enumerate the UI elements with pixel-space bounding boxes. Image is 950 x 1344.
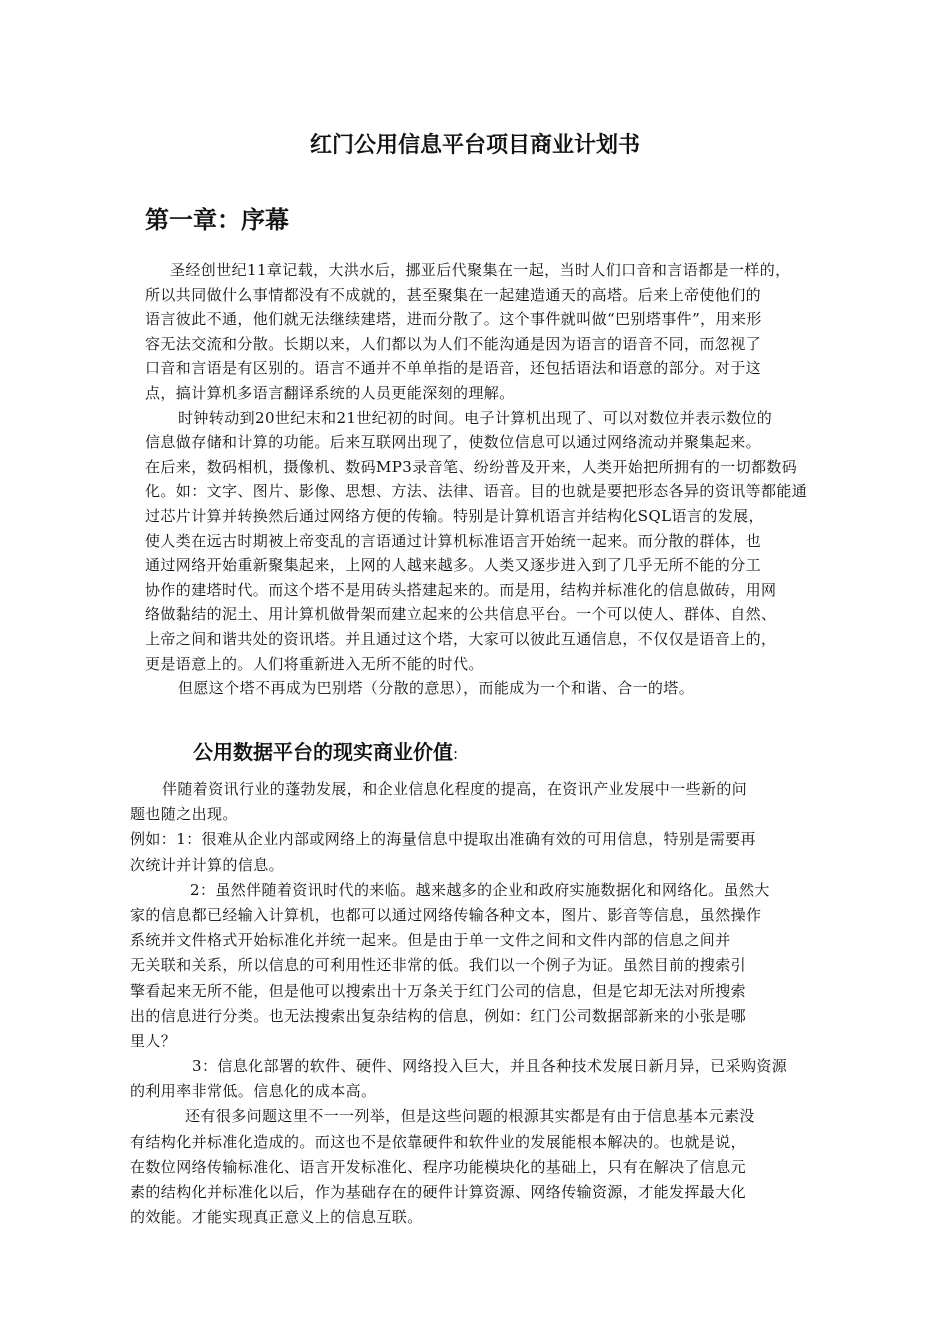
paragraph-line: 的效能。才能实现真正意义上的信息互联。 [130,1208,423,1227]
paragraph-line: 协作的建塔时代。而这个塔不是用砖头搭建起来的。而是用，结构并标准化的信息做砖，用网 [145,580,777,599]
paragraph-line: 圣经创世纪11章记载，大洪水后，挪亚后代聚集在一起，当时人们口音和言语都是一样的， [170,261,791,279]
section-heading-text: 公用数据平台的现实商业价值 [193,740,453,764]
chapter-body [145,258,825,701]
paragraph-line: 信息做存储和计算的功能。后来互联网出现了，使数位信息可以通过网络流动并聚集起来。 [145,433,762,452]
paragraph-line: 2：虽然伴随着资讯时代的来临。越来越多的企业和政府实施数据化和网络化。虽然大 [190,880,770,899]
paragraph-line: 的利用率非常低。信息化的成本高。 [130,1082,377,1101]
paragraph-line: 更是语意上的。人们将重新进入无所不能的时代。 [145,654,484,673]
section-body [130,777,810,1230]
paragraph [130,1054,810,1104]
paragraph-line: 使人类在远古时期被上帝变乱的言语通过计算机标准语言开始统一起来。而分散的群体，也 [145,531,762,550]
paragraph-line: 所以共同做什么事情都没有不成就的，甚至聚集在一起建造通天的高塔。后来上帝使他们的 [145,285,762,304]
paragraph-line: 但愿这个塔不再成为巴别塔（分散的意思），而能成为一个和谐、合一的塔。 [178,679,695,698]
paragraph-line: 有结构化并标准化造成的。而这也不是依靠硬件和软件业的发展能根本解决的。也就是说， [130,1132,747,1151]
document-title: 红门公用信息平台项目商业计划书 [309,133,640,158]
paragraph-line: 在后来，数码相机，摄像机、数码MP3录音笔、纷纷普及开来，人类开始把所拥有的一切都数码 [145,457,798,476]
paragraph-line: 次统计并计算的信息。 [130,855,285,874]
paragraph [145,676,825,701]
paragraph-line: 无关联和关系，所以信息的可利用性还非常的低。我们以一个例子为证。虽然目前的搜索引 [130,956,747,975]
paragraph-line: 通过网络开始重新聚集起来，上网的人越来越多。人类又逐步进入到了几乎无所不能的分工 [145,556,762,575]
paragraph-line: 还有很多问题这里不一一列举，但是这些问题的根源其实都是有由于信息基本元素没 [185,1107,755,1126]
paragraph-line: 出的信息进行分类。也无法搜索出复杂结构的信息，例如：红门公司数据部新来的小张是哪 [130,1006,747,1025]
paragraph-line: 语言彼此不通，他们就无法继续建塔，进而分散了。这个事件就叫做“巴别塔事件”，用来形 [145,310,762,329]
section-heading-colon: : [453,745,459,763]
paragraph-line: 在数位网络传输标准化、语言开发标准化、程序功能模块化的基础上，只有在解决了信息元 [130,1157,747,1176]
paragraph-line: 3：信息化部署的软件、硬件、网络投入巨大，并且各种技术发展日新月异，已采购资源 [192,1057,788,1076]
paragraph-line: 家的信息都已经输入计算机，也都可以通过网络传输各种文本，图片、影音等信息，虽然操作 [130,905,762,924]
paragraph-line: 点，搞计算机多语言翻译系统的人员更能深刻的理解。 [145,383,515,402]
paragraph-line: 系统并文件格式开始标准化并统一起来。但是由于单一文件之间和文件内部的信息之间并 [130,931,731,950]
paragraph-line: 里人？ [130,1031,177,1050]
paragraph [130,1104,810,1230]
paragraph [145,406,825,677]
paragraph-line: 时钟转动到20世纪末和21世纪初的时间。电子计算机出现了、可以对数位并表示数位的 [178,408,773,427]
paragraph [130,777,810,827]
paragraph-line: 络做黏结的泥土、用计算机做骨架而建立起来的公共信息平台。一个可以使人、群体、自然、 [145,605,777,624]
paragraph [145,258,825,406]
paragraph-line: 例如：1：很难从企业内部或网络上的海量信息中提取出准确有效的可用信息，特别是需要再 [130,830,756,849]
paragraph-line: 上帝之间和谐共处的资讯塔。并且通过这个塔，大家可以彼此互通信息，不仅仅是语音上的， [145,629,777,648]
paragraph-line: 素的结构化并标准化以后，作为基础存在的硬件计算资源、网络传输资源，才能发挥最大化 [130,1183,747,1201]
paragraph-line: 化。如：文字、图片、影像、思想、方法、法律、语音。目的也就是要把形态各异的资讯等都能通 [145,482,808,501]
paragraph-line: 伴随着资讯行业的蓬勃发展，和企业信息化程度的提高，在资讯产业发展中一些新的问 [162,780,748,798]
paragraph-line: 口音和言语是有区别的。语言不通并不单单指的是语音，还包括语法和语意的部分。对于这 [145,359,762,378]
paragraph [130,878,810,1054]
paragraph-line: 擎看起来无所不能，但是他可以搜索出十万条关于红门公司的信息，但是它却无法对所搜索 [130,981,747,1000]
section-heading [193,736,458,765]
paragraph-line: 题也随之出现。 [130,805,238,824]
paragraph-line: 过芯片计算并转换然后通过网络方便的传输。特别是计算机语言并结构化SQL语言的发展， [145,506,764,525]
paragraph [130,827,810,877]
chapter-heading: 第一章：序幕 [145,206,289,234]
paragraph-line: 容无法交流和分散。长期以来，人们都以为人们不能沟通是因为语言的语音不同，而忽视了 [145,334,762,353]
